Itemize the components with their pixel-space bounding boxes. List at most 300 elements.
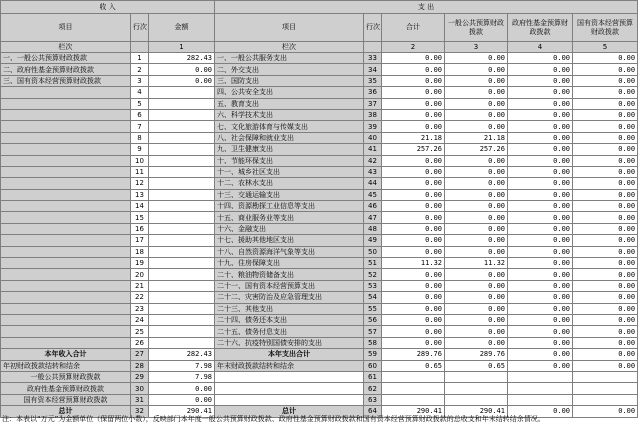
- begin-balance-no: 28: [131, 360, 149, 371]
- expense-fund[interactable]: 0.00: [508, 246, 573, 257]
- expense-item: 五、教育支出: [215, 98, 364, 109]
- expense-state[interactable]: 0.00: [573, 223, 638, 234]
- expense-total[interactable]: 0.00: [382, 201, 445, 212]
- income-line-no: 1: [131, 53, 149, 64]
- blank-cell[interactable]: [215, 371, 364, 382]
- income-item: [1, 178, 131, 189]
- expense-general[interactable]: 0.00: [445, 235, 508, 246]
- income-line-no: 14: [131, 201, 149, 212]
- income-line-no: 17: [131, 235, 149, 246]
- income-item: [1, 132, 131, 143]
- table-row: [1, 246, 638, 257]
- expense-general[interactable]: 0.00: [445, 201, 508, 212]
- expense-general[interactable]: 0.00: [445, 121, 508, 132]
- expense-fund[interactable]: 0.00: [508, 109, 573, 120]
- lanci-index-1: 1: [149, 42, 215, 53]
- table-row: [1, 155, 638, 166]
- expense-item-header: 项目: [215, 14, 364, 42]
- expense-total[interactable]: 0.00: [382, 212, 445, 223]
- blank-cell[interactable]: [382, 394, 445, 405]
- expense-state[interactable]: 0.00: [573, 64, 638, 75]
- expense-line-no: 47: [364, 212, 382, 223]
- expense-total[interactable]: 0.00: [382, 314, 445, 325]
- income-amount[interactable]: [149, 166, 215, 177]
- table-row: [1, 212, 638, 223]
- expense-general[interactable]: 0.00: [445, 280, 508, 291]
- income-item: 一、一般公共预算财政拨款: [1, 53, 131, 64]
- income-amount[interactable]: [149, 87, 215, 98]
- income-item: 三、国有资本经营预算财政拨款: [1, 75, 131, 86]
- income-item: [1, 87, 131, 98]
- expense-total[interactable]: 11.32: [382, 258, 445, 269]
- expense-total[interactable]: 0.00: [382, 337, 445, 348]
- expense-item: 十三、交通运输支出: [215, 189, 364, 200]
- income-line-no: 9: [131, 144, 149, 155]
- expense-line-no: 41: [364, 144, 382, 155]
- table-row: [1, 144, 638, 155]
- table-row: [1, 303, 638, 314]
- expense-fund[interactable]: 0.00: [508, 303, 573, 314]
- expense-item: 二十、粮油物资储备支出: [215, 269, 364, 280]
- expense-item: 三、国防支出: [215, 75, 364, 86]
- blank-cell[interactable]: [573, 371, 638, 382]
- income-item: [1, 223, 131, 234]
- expense-line-no: 56: [364, 314, 382, 325]
- income-amount[interactable]: [149, 246, 215, 257]
- expense-fund[interactable]: 0.00: [508, 280, 573, 291]
- income-line-no: 10: [131, 155, 149, 166]
- expense-general[interactable]: 0.00: [445, 87, 508, 98]
- expense-item: 十五、商业服务业等支出: [215, 212, 364, 223]
- income-amount[interactable]: 0.00: [149, 64, 215, 75]
- expense-general[interactable]: 21.18: [445, 132, 508, 143]
- expense-total[interactable]: 0.00: [382, 166, 445, 177]
- income-item-header: 项目: [1, 14, 131, 42]
- expense-fund[interactable]: 0.00: [508, 326, 573, 337]
- income-item: [1, 280, 131, 291]
- income-item: [1, 235, 131, 246]
- expense-state[interactable]: 0.00: [573, 303, 638, 314]
- income-amount[interactable]: [149, 303, 215, 314]
- expense-general[interactable]: 257.26: [445, 144, 508, 155]
- expense-state[interactable]: 0.00: [573, 337, 638, 348]
- expense-lineno-header: 行次: [364, 14, 382, 42]
- income-section-header: 收 入: [1, 1, 215, 14]
- expense-general[interactable]: 0.00: [445, 223, 508, 234]
- income-item: [1, 98, 131, 109]
- expense-fund[interactable]: 0.00: [508, 64, 573, 75]
- income-item: 二、政府性基金预算财政拨款: [1, 64, 131, 75]
- blank-cell[interactable]: [445, 383, 508, 394]
- income-amount[interactable]: [149, 132, 215, 143]
- expense-line-no: 57: [364, 326, 382, 337]
- grand-total-state[interactable]: 0.00: [573, 406, 638, 417]
- expense-state[interactable]: 0.00: [573, 53, 638, 64]
- expense-total[interactable]: 0.00: [382, 269, 445, 280]
- income-item: [1, 144, 131, 155]
- begin-state-amount[interactable]: 0.00: [149, 394, 215, 405]
- expense-fund[interactable]: 0.00: [508, 75, 573, 86]
- table-row: [1, 87, 638, 98]
- expense-fund[interactable]: 0.00: [508, 269, 573, 280]
- expense-fund[interactable]: 0.00: [508, 121, 573, 132]
- expense-state[interactable]: 0.00: [573, 98, 638, 109]
- income-item: [1, 269, 131, 280]
- expense-general[interactable]: 0.00: [445, 155, 508, 166]
- grand-total-sum[interactable]: 290.41: [382, 406, 445, 417]
- expense-total[interactable]: 0.00: [382, 109, 445, 120]
- begin-fund-label: 政府性基金预算财政拨款: [1, 383, 131, 394]
- row-62-no: 62: [364, 383, 382, 394]
- income-amount[interactable]: 0.00: [149, 75, 215, 86]
- expense-fund[interactable]: 0.00: [508, 235, 573, 246]
- income-line-no: 26: [131, 337, 149, 348]
- begin-balance-label: 年初财政拨款结转和结余: [1, 360, 131, 371]
- income-line-no: 13: [131, 189, 149, 200]
- income-line-no: 23: [131, 303, 149, 314]
- begin-general-label: 一般公共预算财政拨款: [1, 371, 131, 382]
- table-row: [1, 189, 638, 200]
- table-row: [1, 258, 638, 269]
- expense-line-no: 45: [364, 189, 382, 200]
- income-line-no: 15: [131, 212, 149, 223]
- expense-line-no: 34: [364, 64, 382, 75]
- expense-total[interactable]: 0.00: [382, 326, 445, 337]
- expense-total[interactable]: 0.00: [382, 87, 445, 98]
- income-amount[interactable]: [149, 109, 215, 120]
- expense-general[interactable]: 0.00: [445, 326, 508, 337]
- expense-general[interactable]: 0.00: [445, 64, 508, 75]
- table-row: [1, 98, 638, 109]
- expense-item: 十一、城乡社区支出: [215, 166, 364, 177]
- expense-general[interactable]: 0.00: [445, 303, 508, 314]
- expense-lanci-blank: [364, 42, 382, 53]
- expense-general[interactable]: 0.00: [445, 53, 508, 64]
- expense-fund[interactable]: 0.00: [508, 223, 573, 234]
- income-line-no: 24: [131, 314, 149, 325]
- expense-total-general[interactable]: 289.76: [445, 349, 508, 360]
- table-row: [1, 53, 638, 64]
- income-lanci-blank: [131, 42, 149, 53]
- expense-state[interactable]: 0.00: [573, 280, 638, 291]
- income-amount[interactable]: 282.43: [149, 53, 215, 64]
- income-amount[interactable]: [149, 280, 215, 291]
- expense-total[interactable]: 21.18: [382, 132, 445, 143]
- expense-total[interactable]: 0.00: [382, 292, 445, 303]
- table-row: [1, 326, 638, 337]
- row-61-no: 61: [364, 371, 382, 382]
- expense-total[interactable]: 0.00: [382, 223, 445, 234]
- expense-state[interactable]: 0.00: [573, 314, 638, 325]
- expense-fund[interactable]: 0.00: [508, 155, 573, 166]
- expense-line-no: 36: [364, 87, 382, 98]
- expense-total-label: 本年支出合计: [215, 349, 364, 360]
- expense-fund[interactable]: 0.00: [508, 212, 573, 223]
- income-amount[interactable]: [149, 292, 215, 303]
- expense-fund[interactable]: 0.00: [508, 201, 573, 212]
- income-lineno-header: 行次: [131, 14, 149, 42]
- expense-total[interactable]: 0.00: [382, 98, 445, 109]
- income-amount-header: 金额: [149, 14, 215, 42]
- income-amount[interactable]: [149, 155, 215, 166]
- income-line-no: 11: [131, 166, 149, 177]
- expense-fund[interactable]: 0.00: [508, 132, 573, 143]
- end-balance-no: 60: [364, 360, 382, 371]
- expense-total-state[interactable]: 0.00: [573, 349, 638, 360]
- income-total-label: 本年收入合计: [1, 349, 131, 360]
- table-row: [1, 235, 638, 246]
- income-amount[interactable]: [149, 337, 215, 348]
- expense-item: 七、文化旅游体育与传媒支出: [215, 121, 364, 132]
- income-item: [1, 292, 131, 303]
- expense-item: 四、公共安全支出: [215, 87, 364, 98]
- expense-state[interactable]: 0.00: [573, 258, 638, 269]
- income-line-no: 2: [131, 64, 149, 75]
- expense-general[interactable]: 11.32: [445, 258, 508, 269]
- begin-fund-amount[interactable]: 0.00: [149, 383, 215, 394]
- income-amount[interactable]: [149, 223, 215, 234]
- income-line-no: 25: [131, 326, 149, 337]
- end-balance-label: 年末财政拨款结转和结余: [215, 360, 364, 371]
- state-capital-header: 国有资本经营预算财政拨款: [573, 14, 638, 42]
- expense-line-no: 48: [364, 223, 382, 234]
- lanci-index-3: 3: [445, 42, 508, 53]
- expense-state[interactable]: 0.00: [573, 166, 638, 177]
- expense-total[interactable]: 0.00: [382, 235, 445, 246]
- expense-fund[interactable]: 0.00: [508, 87, 573, 98]
- expense-state[interactable]: 0.00: [573, 75, 638, 86]
- expense-line-no: 55: [364, 303, 382, 314]
- expense-item: 二十四、债务还本支出: [215, 314, 364, 325]
- expense-line-no: 53: [364, 280, 382, 291]
- expense-total-fund[interactable]: 0.00: [508, 349, 573, 360]
- income-amount[interactable]: [149, 189, 215, 200]
- expense-fund[interactable]: 0.00: [508, 53, 573, 64]
- begin-general-no: 29: [131, 371, 149, 382]
- expense-fund[interactable]: 0.00: [508, 314, 573, 325]
- row-63-no: 63: [364, 394, 382, 405]
- table-row: [1, 132, 638, 143]
- expense-general[interactable]: 0.00: [445, 98, 508, 109]
- income-lanci-label: 栏次: [1, 42, 131, 53]
- table-row: [1, 109, 638, 120]
- expense-total[interactable]: 0.00: [382, 246, 445, 257]
- expense-general[interactable]: 0.00: [445, 292, 508, 303]
- expense-state[interactable]: 0.00: [573, 87, 638, 98]
- expense-item: 二十二、灾害防治及应急管理支出: [215, 292, 364, 303]
- expense-total[interactable]: 257.26: [382, 144, 445, 155]
- expense-state[interactable]: 0.00: [573, 178, 638, 189]
- expense-fund[interactable]: 0.00: [508, 292, 573, 303]
- expense-line-no: 38: [364, 109, 382, 120]
- income-item: [1, 212, 131, 223]
- grand-total-right-label: 总计: [215, 406, 364, 417]
- expense-line-no: 35: [364, 75, 382, 86]
- expense-fund[interactable]: 0.00: [508, 144, 573, 155]
- income-line-no: 4: [131, 87, 149, 98]
- income-item: [1, 189, 131, 200]
- expense-general[interactable]: 0.00: [445, 178, 508, 189]
- expense-general[interactable]: 0.00: [445, 314, 508, 325]
- income-amount[interactable]: [149, 98, 215, 109]
- income-amount[interactable]: [149, 326, 215, 337]
- expense-fund[interactable]: 0.00: [508, 166, 573, 177]
- expense-state[interactable]: 0.00: [573, 269, 638, 280]
- blank-cell[interactable]: [382, 371, 445, 382]
- expense-total[interactable]: 0.00: [382, 303, 445, 314]
- blank-cell[interactable]: [215, 394, 364, 405]
- income-amount[interactable]: [149, 258, 215, 269]
- expense-state[interactable]: 0.00: [573, 201, 638, 212]
- blank-cell[interactable]: [573, 383, 638, 394]
- lanci-index-4: 4: [508, 42, 573, 53]
- expense-total[interactable]: 0.00: [382, 155, 445, 166]
- income-item: [1, 258, 131, 269]
- expense-total-sum[interactable]: 289.76: [382, 349, 445, 360]
- grand-total-general[interactable]: 290.41: [445, 406, 508, 417]
- expense-line-no: 43: [364, 166, 382, 177]
- lanci-index-2: 2: [382, 42, 445, 53]
- expense-line-no: 54: [364, 292, 382, 303]
- expense-total[interactable]: 0.00: [382, 189, 445, 200]
- expense-item: 二十六、抗疫特别国债安排的支出: [215, 337, 364, 348]
- expense-state[interactable]: 0.00: [573, 212, 638, 223]
- begin-balance-amount[interactable]: 7.98: [149, 360, 215, 371]
- expense-total[interactable]: 0.00: [382, 121, 445, 132]
- income-amount[interactable]: [149, 235, 215, 246]
- expense-item: 六、科学技术支出: [215, 109, 364, 120]
- expense-state[interactable]: 0.00: [573, 132, 638, 143]
- blank-cell[interactable]: [445, 394, 508, 405]
- expense-general[interactable]: 0.00: [445, 166, 508, 177]
- expense-state[interactable]: 0.00: [573, 121, 638, 132]
- grand-total-amount[interactable]: 290.41: [149, 406, 215, 417]
- expense-item: 十四、资源勘探工业信息等支出: [215, 201, 364, 212]
- expense-state[interactable]: 0.00: [573, 326, 638, 337]
- end-balance-sum[interactable]: 0.65: [382, 360, 445, 371]
- table-row: [1, 75, 638, 86]
- income-amount[interactable]: [149, 201, 215, 212]
- expense-state[interactable]: 0.00: [573, 155, 638, 166]
- income-amount[interactable]: [149, 212, 215, 223]
- blank-cell[interactable]: [508, 371, 573, 382]
- expense-total-header: 合计: [382, 14, 445, 42]
- income-line-no: 22: [131, 292, 149, 303]
- grand-total-fund[interactable]: 0.00: [508, 406, 573, 417]
- expense-state[interactable]: 0.00: [573, 109, 638, 120]
- expense-line-no: 39: [364, 121, 382, 132]
- income-total-no: 27: [131, 349, 149, 360]
- expense-fund[interactable]: 0.00: [508, 337, 573, 348]
- expense-item: 十七、援助其他地区支出: [215, 235, 364, 246]
- income-amount[interactable]: [149, 314, 215, 325]
- expense-total[interactable]: 0.00: [382, 53, 445, 64]
- income-item: [1, 337, 131, 348]
- income-amount[interactable]: [149, 269, 215, 280]
- blank-cell[interactable]: [445, 371, 508, 382]
- income-amount[interactable]: [149, 178, 215, 189]
- table-row: [1, 337, 638, 348]
- expense-general[interactable]: 0.00: [445, 189, 508, 200]
- expense-line-no: 58: [364, 337, 382, 348]
- expense-fund[interactable]: 0.00: [508, 258, 573, 269]
- lanci-index-5: 5: [573, 42, 638, 53]
- income-line-no: 16: [131, 223, 149, 234]
- expense-line-no: 50: [364, 246, 382, 257]
- expense-state[interactable]: 0.00: [573, 144, 638, 155]
- expense-general[interactable]: 0.00: [445, 269, 508, 280]
- expense-state[interactable]: 0.00: [573, 246, 638, 257]
- blank-cell[interactable]: [215, 383, 364, 394]
- end-balance-general[interactable]: 0.65: [445, 360, 508, 371]
- table-row: [1, 121, 638, 132]
- expense-fund[interactable]: 0.00: [508, 189, 573, 200]
- blank-cell[interactable]: [573, 394, 638, 405]
- income-line-no: 5: [131, 98, 149, 109]
- income-line-no: 6: [131, 109, 149, 120]
- income-item: [1, 314, 131, 325]
- expense-state[interactable]: 0.00: [573, 235, 638, 246]
- table-row: [1, 178, 638, 189]
- blank-cell[interactable]: [508, 383, 573, 394]
- table-row: [1, 292, 638, 303]
- income-total-amount[interactable]: 282.43: [149, 349, 215, 360]
- expense-item: 二、外交支出: [215, 64, 364, 75]
- income-item: [1, 166, 131, 177]
- expense-lanci-label: 栏次: [215, 42, 364, 53]
- expense-state[interactable]: 0.00: [573, 292, 638, 303]
- expense-total[interactable]: 0.00: [382, 280, 445, 291]
- expense-line-no: 37: [364, 98, 382, 109]
- expense-general[interactable]: 0.00: [445, 75, 508, 86]
- income-item: [1, 303, 131, 314]
- income-item: [1, 155, 131, 166]
- expense-fund[interactable]: 0.00: [508, 178, 573, 189]
- income-item: [1, 246, 131, 257]
- begin-state-label: 国有资本经营预算财政拨款: [1, 394, 131, 405]
- expense-general[interactable]: 0.00: [445, 337, 508, 348]
- expense-item: 八、社会保障和就业支出: [215, 132, 364, 143]
- table-row: [1, 269, 638, 280]
- begin-general-amount[interactable]: 7.98: [149, 371, 215, 382]
- expense-state[interactable]: 0.00: [573, 189, 638, 200]
- expense-line-no: 46: [364, 201, 382, 212]
- income-amount[interactable]: [149, 144, 215, 155]
- blank-cell[interactable]: [508, 394, 573, 405]
- expense-item: 二十一、国有资本经营预算支出: [215, 280, 364, 291]
- expense-total[interactable]: 0.00: [382, 75, 445, 86]
- expense-total[interactable]: 0.00: [382, 178, 445, 189]
- expense-item: 九、卫生健康支出: [215, 144, 364, 155]
- expense-general[interactable]: 0.00: [445, 212, 508, 223]
- expense-fund[interactable]: 0.00: [508, 98, 573, 109]
- end-balance-fund[interactable]: 0.00: [508, 360, 573, 371]
- expense-general[interactable]: 0.00: [445, 246, 508, 257]
- income-item: [1, 121, 131, 132]
- blank-cell[interactable]: [382, 383, 445, 394]
- income-line-no: 20: [131, 269, 149, 280]
- expense-line-no: 33: [364, 53, 382, 64]
- income-line-no: 3: [131, 75, 149, 86]
- expense-total[interactable]: 0.00: [382, 64, 445, 75]
- income-amount[interactable]: [149, 121, 215, 132]
- expense-item: 二十五、债务付息支出: [215, 326, 364, 337]
- end-balance-state[interactable]: 0.00: [573, 360, 638, 371]
- expense-general[interactable]: 0.00: [445, 109, 508, 120]
- expense-line-no: 42: [364, 155, 382, 166]
- income-line-no: 18: [131, 246, 149, 257]
- expense-item: 十二、农林水支出: [215, 178, 364, 189]
